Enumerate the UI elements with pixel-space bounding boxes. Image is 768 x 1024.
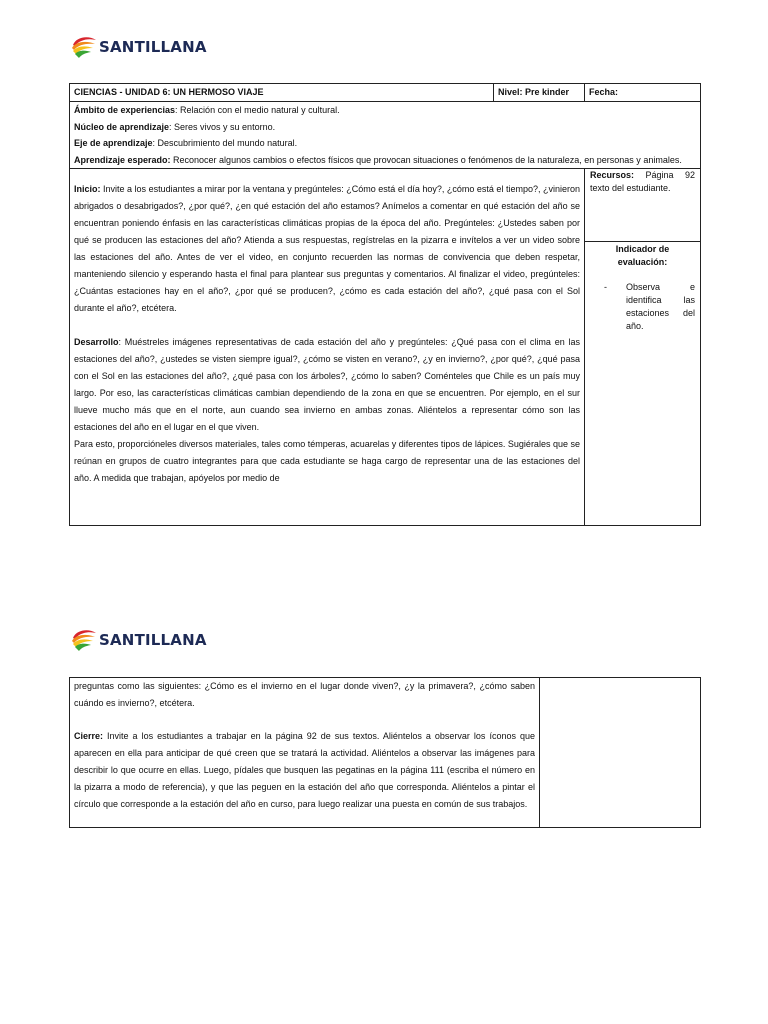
santillana-swirl-icon	[70, 34, 98, 60]
santillana-swirl-icon	[70, 627, 98, 653]
nucleo-line	[74, 119, 696, 136]
santillana-wordmark: SANTILLANA	[99, 38, 207, 56]
santillana-wordmark: SANTILLANA	[99, 631, 207, 649]
continuation-paragraph: preguntas como las siguientes: ¿Cómo es el invierno en el lugar donde viven?, ¿y la primavera?, ¿cómo saben cuándo es invierno?, etcétera.	[74, 681, 535, 708]
desarrollo-paragraph-2: Para esto, proporcióneles diversos materiales, tales como témperas, acuarelas y diferentes tipos de lápices. Sugiérales que se reúnan en grupos de cuatro integrantes para que cada estudiante se haga cargo de representar una de las estaciones del año. A medida que trabajan, apóyelos por medio de	[74, 439, 580, 483]
inicio-text: Invite a los estudiantes a mirar por la ventana y pregúnteles: ¿Cómo está el día hoy?, ¿cómo está el tiempo?, ¿vinieron abrigados o desabrigados?, ¿por qué?, ¿en qué estación del año estamos? Anímelos a comentar en qué estación del año se encuentran poniendo énfasis en las características climáticas propias de la época del año. Pregúnteles: ¿Ustedes saben por qué se producen las estaciones del año? Atienda a sus respuestas, regístrelas en la pizarra e invítelos a ver un video sobre las estaciones del año. Antes de ver el video, en conjunto recuerden las normas de convivencia que deben respetar, manteniendo silencio y esperando hasta el final para plantear sus preguntas y comentarios. Al finalizar el video, pregúnteles: ¿Cuántas estaciones hay en el año?, ¿por qué se producen?, ¿cómo es cada estación del año?, ¿qué pasa con el Sol durante el año?, etcétera.	[74, 184, 580, 313]
eje-line	[74, 135, 696, 152]
fecha-cell: Fecha:	[585, 84, 701, 102]
inicio-paragraph	[74, 181, 580, 317]
framework-row	[70, 102, 701, 169]
indicador-text: Observa e identifica las estaciones del año.	[626, 282, 695, 331]
activities-cell	[70, 169, 585, 526]
recursos-text: Página 92 texto del estudiante.	[590, 170, 695, 193]
empty-side-cell	[540, 678, 701, 828]
side-cell	[585, 169, 701, 526]
esperado-line	[74, 152, 696, 169]
recursos-label: Recursos:	[590, 170, 635, 180]
indicador-item	[590, 281, 695, 333]
content-row	[70, 169, 701, 526]
indicador-dash: -	[604, 282, 607, 292]
lesson-plan-table-page-1	[69, 83, 701, 526]
continuation-cell	[70, 678, 540, 828]
ambito-line	[74, 102, 696, 119]
nivel-cell: Nivel: Pre kinder	[494, 84, 585, 102]
indicador-box	[585, 243, 700, 333]
esperado-value: Reconocer algunos cambios o efectos físicos que provocan situaciones o fenómenos de la naturaleza, en personas y animales.	[170, 154, 682, 165]
cierre-text: Invite a los estudiantes a trabajar en la página 92 de sus textos. Aliéntelos a observar los íconos que aparecen en ella para anticipar de qué creen que se tratará la actividad. Aliéntelos a observar las imágenes para describir lo que ocurre en ellas. Luego, pídales que busquen las pegatinas en la página 111 (escriba el número en la pizarra a modo de referencia), y que las peguen en la estación del año que corresponda. Aliéntelos a pintar el círculo que corresponde a la estación del año en curso, para luego realizar una puesta en común de sus trabajos.	[74, 731, 535, 809]
unit-title: CIENCIAS - UNIDAD 6: UN HERMOSO VIAJE	[70, 84, 494, 102]
indicador-title: Indicador de evaluación:	[615, 244, 670, 267]
recursos-box	[585, 169, 700, 242]
eje-value: : Descubrimiento del mundo natural.	[152, 138, 298, 148]
desarrollo-paragraph	[74, 334, 580, 436]
eje-label: Eje de aprendizaje	[74, 138, 153, 148]
nucleo-label: Núcleo de aprendizaje	[74, 121, 170, 132]
lesson-plan-table-page-2	[69, 677, 701, 828]
ambito-value: : Relación con el medio natural y cultural.	[175, 105, 340, 115]
desarrollo-label: Desarrollo	[74, 337, 119, 347]
esperado-label: Aprendizaje esperado:	[74, 154, 171, 165]
ambito-label: Ámbito de experiencias	[74, 105, 176, 115]
santillana-logo-page-2	[70, 627, 207, 653]
desarrollo-text: : Muéstreles imágenes representativas de cada estación del año y pregúnteles: ¿Qué pasa con el clima en las estaciones del año?, ¿ustedes se visten siempre igual?, ¿cómo se visten en verano?, ¿y en invierno?, ¿por qué?, ¿qué pasa con el Sol en las estaciones del año?, ¿qué pasa con los árboles?, ¿cómo lo saben? Coménteles que Chile es un país muy largo. Por eso, las características climáticas cambian dependiendo de la zona en que se encuentren. Por ejemplo, en el sur llueve mucho más que en el norte, aun cuando sea invierno en ambas zonas. Aliéntelos a representar cómo son las estaciones del año en el lugar en el que viven.	[74, 337, 580, 432]
header-row	[70, 84, 701, 102]
santillana-logo	[70, 34, 207, 60]
cierre-label: Cierre:	[74, 731, 104, 741]
inicio-label: Inicio:	[74, 184, 101, 194]
continuation-row	[70, 678, 701, 828]
cierre-paragraph	[74, 728, 535, 813]
framework-cell	[70, 102, 701, 169]
nucleo-value: : Seres vivos y su entorno.	[169, 121, 276, 132]
